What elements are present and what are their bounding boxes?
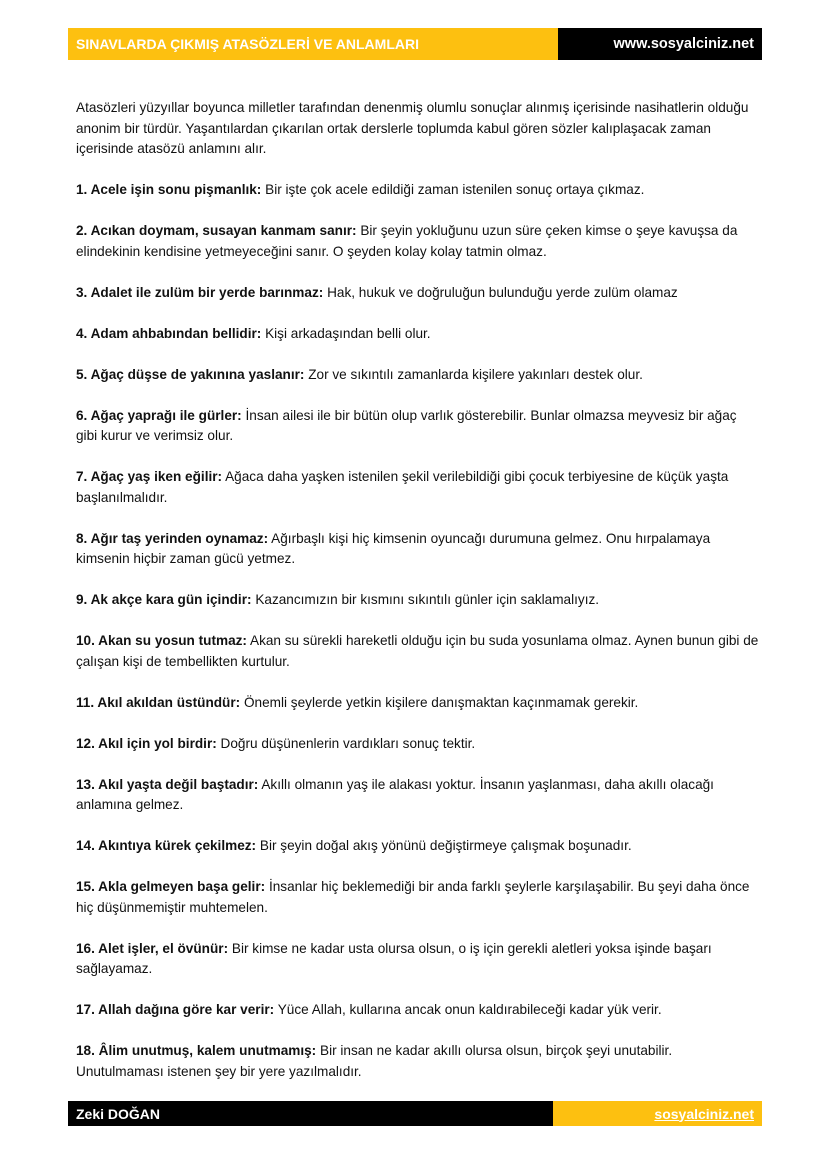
footer-site-link[interactable]: sosyalciniz.net xyxy=(553,1101,762,1126)
proverb-term: 7. Ağaç yaş iken eğilir: xyxy=(76,469,223,484)
proverb-item xyxy=(76,365,760,386)
proverb-meaning: Akan su sürekli hareketli olduğu için bu suda yosunlama olmaz. Aynen bunun gibi de çalışan kişi de tembellikten kurtulur. xyxy=(76,633,759,669)
proverb-item xyxy=(76,939,760,980)
proverb-item xyxy=(76,775,760,816)
proverb-term: 12. Akıl için yol birdir: xyxy=(76,735,217,751)
proverb-meaning: Kişi arkadaşından belli olur. xyxy=(265,325,431,341)
proverb-term: 4. Adam ahbabından bellidir: xyxy=(76,325,262,341)
intro-paragraph: Atasözleri yüzyıllar boyunca milletler tarafından denenmiş olumlu sonuçlar alınmış içerisinde nasihatlerin olduğu anonim bir türdür. Yaşantılardan çıkarılan ortak derslerle toplumda kabul gören sözler kalıplaşacak zaman içerisinde atasözü anlamını alır. xyxy=(76,100,749,156)
proverb-term: 6. Ağaç yaprağı ile gürler: xyxy=(76,407,242,423)
proverb-meaning: Ağırbaşlı kişi hiç kimsenin oyuncağı durumuna gelmez. Onu hırpalamaya kimsenin hiçbir zaman gücü yetmez. xyxy=(76,530,711,566)
proverb-meaning: Bir şeyin yokluğunu uzun süre çeken kimse o şeye kavuşsa da elindekinin kendisine yetmeyeceğini sanır. O şeyden kolay kolay tatmin olmaz. xyxy=(76,223,738,259)
proverb-item xyxy=(76,836,760,857)
document-title: SINAVLARDA ÇIKMIŞ ATASÖZLERİ VE ANLAMLARI xyxy=(68,28,558,60)
proverb-term: 10. Akan su yosun tutmaz: xyxy=(76,633,247,648)
page-footer xyxy=(68,1101,762,1126)
proverb-meaning: Zor ve sıkıntılı zamanlarda kişilere yakınları destek olur. xyxy=(308,366,643,382)
proverb-term: 17. Allah dağına göre kar verir: xyxy=(76,1002,275,1017)
proverb-item xyxy=(76,324,760,345)
proverb-item xyxy=(76,221,760,262)
proverb-term: 14. Akıntıya kürek çekilmez: xyxy=(76,838,257,853)
proverb-term: 16. Alet işler, el övünür: xyxy=(76,940,229,956)
proverb-meaning: İnsan ailesi ile bir bütün olup varlık gösterebilir. Bunlar olmazsa meyvesiz bir ağaç gibi kurur ve verimsiz olur. xyxy=(76,407,737,443)
proverb-item xyxy=(76,283,760,304)
proverb-term: 9. Ak akçe kara gün içindir: xyxy=(76,592,252,607)
document-body xyxy=(76,98,760,1103)
proverb-item xyxy=(76,631,760,672)
proverb-item xyxy=(76,734,760,755)
proverb-item xyxy=(76,1000,760,1021)
proverb-term: 1. Acele işin sonu pişmanlık: xyxy=(76,182,262,197)
proverb-meaning: İnsanlar hiç beklemediği bir anda farklı şeylerle karşılaşabilir. Bu şeyi daha önce hiç düşünmemiştir muhtemelen. xyxy=(76,879,750,915)
header-site-link[interactable]: www.sosyalciniz.net xyxy=(558,28,762,60)
proverb-term: 2. Acıkan doymam, susayan kanmam sanır: xyxy=(76,223,357,238)
proverb-item xyxy=(76,467,760,508)
proverb-item xyxy=(76,529,760,570)
proverb-meaning: Akıllı olmanın yaş ile alakası yoktur. İnsanın yaşlanması, daha akıllı olacağı anlamına gelmez. xyxy=(76,776,714,812)
proverb-meaning: Bir işte çok acele edildiği zaman istenilen sonuç ortaya çıkmaz. xyxy=(265,182,645,197)
proverb-meaning: Bir kimse ne kadar usta olursa olsun, o iş için gerekli aletleri yoksa işinde başarı sağlayamaz. xyxy=(76,940,712,976)
proverb-term: 8. Ağır taş yerinden oynamaz: xyxy=(76,530,269,546)
proverb-meaning: Hak, hukuk ve doğruluğun bulunduğu yerde zulüm olamaz xyxy=(327,284,678,300)
proverb-meaning: Önemli şeylerde yetkin kişilere danışmaktan kaçınmamak gerekir. xyxy=(243,694,639,710)
proverb-term: 5. Ağaç düşse de yakınına yaslanır: xyxy=(76,366,305,382)
proverb-term: 15. Akla gelmeyen başa gelir: xyxy=(76,879,266,894)
proverb-item xyxy=(76,590,760,611)
footer-author: Zeki DOĞAN xyxy=(68,1101,553,1126)
proverb-term: 18. Âlim unutmuş, kalem unutmamış: xyxy=(76,1043,317,1058)
proverb-item xyxy=(76,693,760,714)
proverb-list xyxy=(76,180,760,1082)
proverb-meaning: Kazancımızın bir kısmını sıkıntılı günler için saklamalıyız. xyxy=(255,592,600,607)
proverb-meaning: Doğru düşünenlerin vardıkları sonuç tektir. xyxy=(220,735,476,751)
proverb-meaning: Bir şeyin doğal akış yönünü değiştirmeye çalışmak boşunadır. xyxy=(259,838,632,853)
proverb-meaning: Bir insan ne kadar akıllı olursa olsun, birçok şeyi unutabilir. Unutulmaması istenen şey bir yere yazılmalıdır. xyxy=(76,1043,673,1079)
page-header xyxy=(68,28,762,60)
proverb-term: 3. Adalet ile zulüm bir yerde barınmaz: xyxy=(76,284,324,300)
proverb-meaning: Ağaca daha yaşken istenilen şekil verilebildiği gibi çocuk terbiyesine de küçük yaşta başlanılmalıdır. xyxy=(76,469,729,505)
proverb-item xyxy=(76,1041,760,1082)
proverb-item xyxy=(76,180,760,201)
proverb-item xyxy=(76,877,760,918)
proverb-term: 13. Akıl yaşta değil baştadır: xyxy=(76,776,259,792)
proverb-item xyxy=(76,406,760,447)
proverb-term: 11. Akıl akıldan üstündür: xyxy=(76,694,241,710)
proverb-meaning: Yüce Allah, kullarına ancak onun kaldırabileceği kadar yük verir. xyxy=(277,1002,662,1017)
